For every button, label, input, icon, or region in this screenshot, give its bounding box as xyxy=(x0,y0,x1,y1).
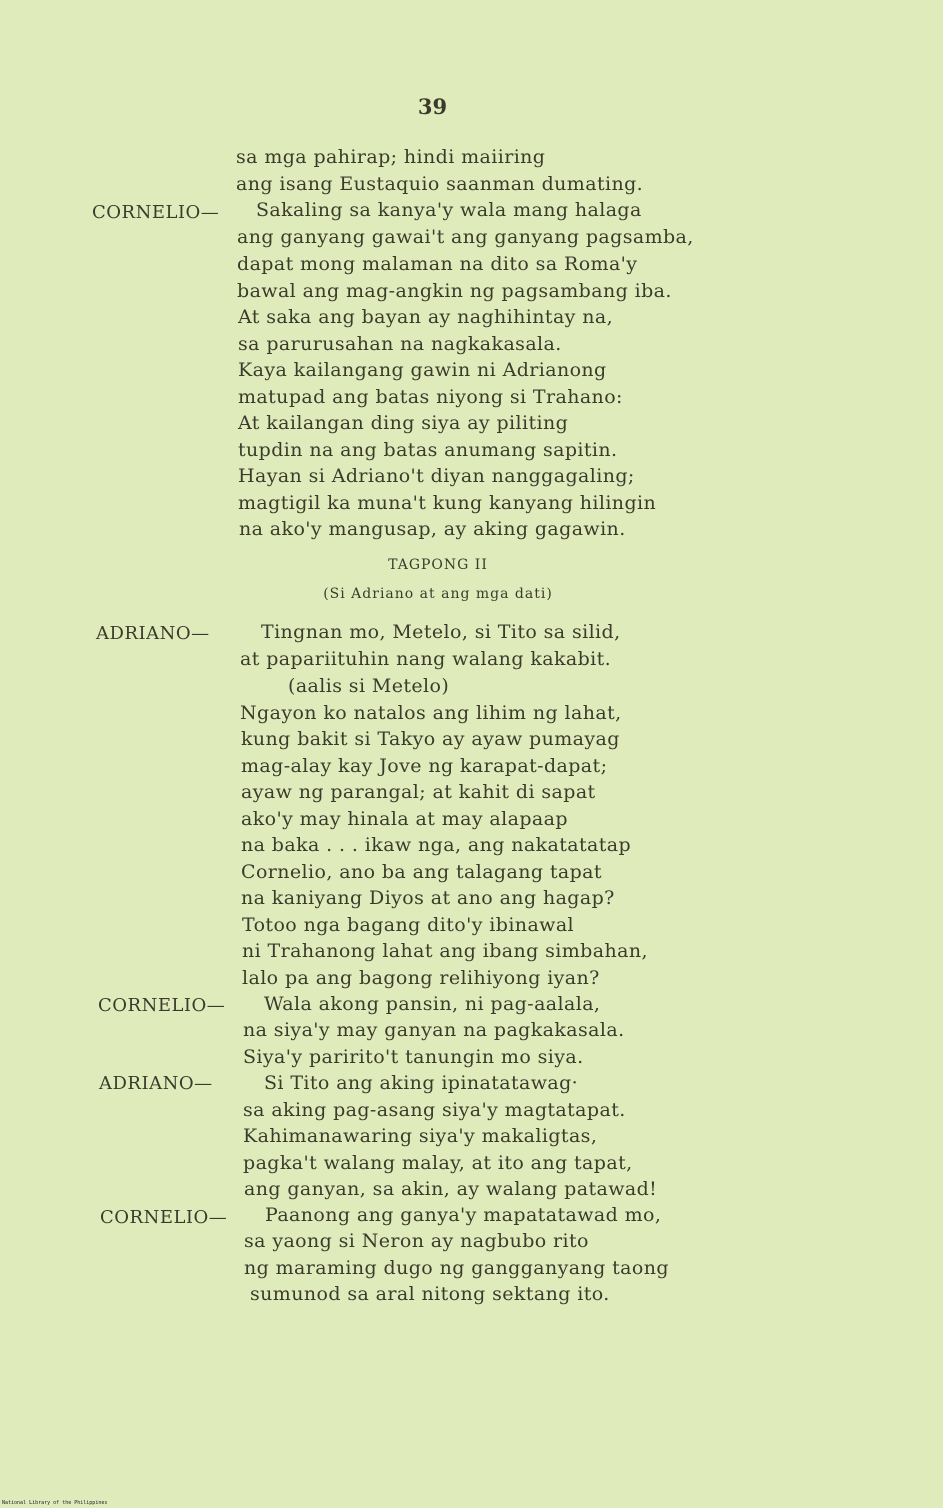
verse-line: ni Trahanong lahat ang ibang simbahan, xyxy=(242,940,648,962)
verse-line: lalo pa ang bagong relihiyong iyan? xyxy=(242,967,600,989)
speaker-label: CORNELIO— xyxy=(92,202,220,223)
verse-line: sa parurusahan na nagkakasala. xyxy=(238,333,562,355)
verse-line: dapat mong malaman na dito sa Roma'y xyxy=(237,253,638,275)
verse-line: ang ganyang gawai't ang ganyang pagsamba, xyxy=(237,226,694,248)
verse-line: ng maraming dugo ng gangganyang taong xyxy=(244,1257,669,1279)
verse-line: Hayan si Adriano't diyan nanggagaling; xyxy=(238,465,635,487)
verse-line: sa yaong si Neron ay nagbubo rito xyxy=(244,1230,589,1252)
speaker-label: ADRIANO— xyxy=(99,1073,213,1094)
verse-line: Cornelio, ano ba ang talagang tapat xyxy=(241,861,602,883)
verse-line: bawal ang mag-angkin ng pagsambang iba. xyxy=(237,280,672,302)
verse-line: ako'y may hinala at may alapaap xyxy=(241,808,568,830)
scene-direction: (Si Adriano at ang mga dati) xyxy=(323,586,553,602)
verse-line: ang isang Eustaquio saanman dumating. xyxy=(236,173,644,195)
scene-heading: TAGPONG II xyxy=(388,557,488,573)
verse-line: na siya'y may ganyan na pagkakasala. xyxy=(243,1019,625,1041)
verse-line: na kaniyang Diyos at ano ang hagap? xyxy=(241,887,615,909)
stage-direction: (aalis si Metelo) xyxy=(288,675,450,697)
verse-line: At kailangan ding siya ay piliting xyxy=(238,412,569,434)
verse-line: Tingnan mo, Metelo, si Tito sa silid, xyxy=(261,621,621,643)
verse-line: mag-alay kay Jove ng karapat-dapat; xyxy=(241,755,608,777)
verse-line: sa aking pag-asang siya'y magtatapat. xyxy=(243,1099,626,1121)
verse-line: tupdin na ang batas anumang sapitin. xyxy=(238,439,618,461)
verse-line: Sakaling sa kanya'y wala mang halaga xyxy=(256,199,642,221)
verse-line: pagka't walang malay, at ito ang tapat, xyxy=(243,1152,633,1174)
verse-line: at papariituhin nang walang kakabit. xyxy=(240,648,612,670)
verse-line: ang ganyan, sa akin, ay walang patawad! xyxy=(244,1178,658,1200)
page-number: 39 xyxy=(417,94,448,119)
verse-line: Si Tito ang aking ipinatatawag· xyxy=(264,1072,579,1094)
verse-line: At saka ang bayan ay naghihintay na, xyxy=(238,306,614,328)
verse-line: ayaw ng parangal; at kahit di sapat xyxy=(241,781,596,803)
verse-line: na baka . . . ikaw nga, ang nakatatatap xyxy=(241,834,632,856)
verse-line: sumunod sa aral nitong sektang ito. xyxy=(250,1283,610,1305)
verse-line: Siya'y paririto't tanungin mo siya. xyxy=(243,1046,584,1068)
footer-credit: National Library of the Philippines xyxy=(2,1500,108,1506)
verse-line: Wala akong pansin, ni pag-aalala, xyxy=(264,993,601,1015)
verse-line: sa mga pahirap; hindi maiiring xyxy=(236,146,546,168)
speaker-label: CORNELIO— xyxy=(100,1207,228,1228)
verse-line: Paanong ang ganya'y mapatatawad mo, xyxy=(265,1204,662,1226)
speaker-label: CORNELIO— xyxy=(98,995,226,1016)
verse-line: magtigil ka muna't kung kanyang hilingin xyxy=(238,492,657,514)
verse-line: Ngayon ko natalos ang lihim ng lahat, xyxy=(240,702,622,724)
verse-line: Totoo nga bagang dito'y ibinawal xyxy=(242,914,575,936)
speaker-label: ADRIANO— xyxy=(96,623,210,644)
verse-line: na ako'y mangusap, ay aking gagawin. xyxy=(239,518,626,540)
verse-line: Kahimanawaring siya'y makaligtas, xyxy=(243,1125,598,1147)
verse-line: Kaya kailangang gawin ni Adrianong xyxy=(238,359,607,381)
verse-line: kung bakit si Takyo ay ayaw pumayag xyxy=(241,728,620,750)
verse-line: matupad ang batas niyong si Trahano: xyxy=(238,386,623,408)
